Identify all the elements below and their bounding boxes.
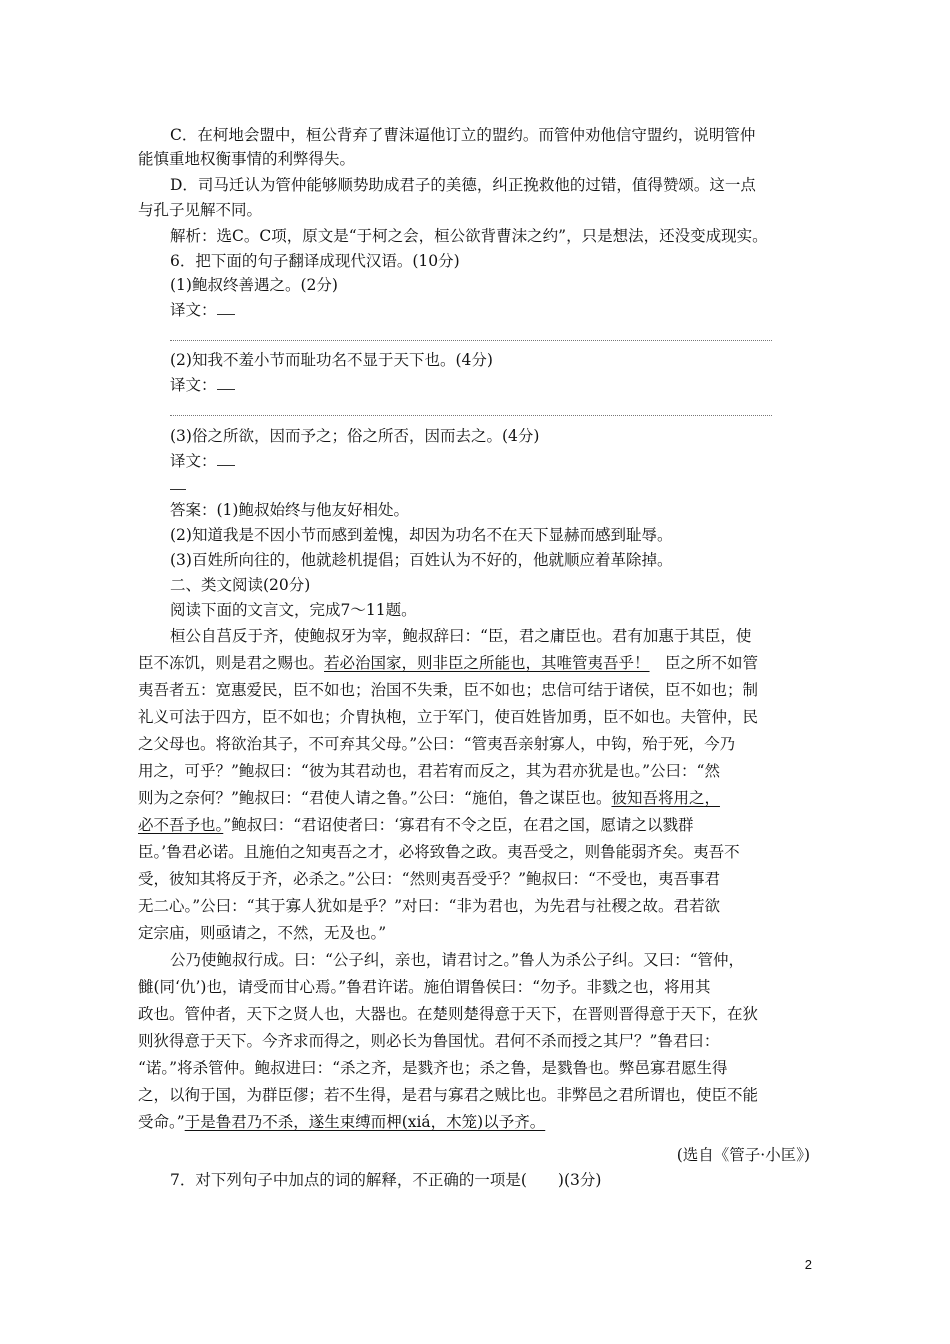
text-segment: 臣不冻饥，则是君之赐也。 <box>138 654 325 672</box>
passage-p2-line3: 政也。管仲者，天下之贤人也，大器也。在楚则楚得意于天下，在晋则晋得意于天下，在狄 <box>138 1005 759 1023</box>
passage-p2-line1: 公乃使鲍叔行成。曰：“公子纠，亲也，请君讨之。”鲁人为杀公子纠。又曰：“管仲， <box>170 951 745 969</box>
q6-sub1: (1)鲍叔终善遇之。(2分) <box>170 276 338 294</box>
option-d-line2: 与孔子见解不同。 <box>138 201 263 219</box>
passage-p1-line3: 夷吾者五：宽惠爱民，臣不如也；治国不失秉，臣不如也；忠信可结于诸侯，臣不如也；制 <box>138 681 759 699</box>
passage-p2-line6: 之，以徇于国，为群臣僇；若不生得，是君与寡君之贼比也。非弊邑之君所谓也，使臣不能 <box>138 1086 759 1104</box>
underlined-sentence: 必不吾予也。 <box>138 816 224 834</box>
text-segment: 则为之奈何？”鲍叔曰：“君使人请之鲁。”公曰：“施伯，鲁之谋臣也。 <box>138 789 612 807</box>
question-7: 7．对下列句子中加点的词的解释，不正确的一项是( )(3分) <box>170 1171 602 1189</box>
q6-sub2-translation-label <box>170 374 235 396</box>
text-segment: 臣之所不如管 <box>649 654 759 672</box>
q6-sub3-translation-label <box>170 450 235 472</box>
q6-sub2: (2)知我不羞小节而耻功名不显于天下也。(4分) <box>170 351 493 369</box>
option-d-line1: D．司马迁认为管仲能够顺势助成君子的美德，纠正挽救他的过错，值得赞颂。这一点 <box>170 176 756 194</box>
passage-p2-line5: “诺。”将杀管仲。鲍叔进曰：“杀之齐，是戮齐也；杀之鲁，是戮鲁也。弊邑寡君愿生得 <box>138 1059 728 1077</box>
passage-p1-line7 <box>138 787 720 809</box>
translation-label: 译文： <box>170 376 217 394</box>
passage-p1-line9: 臣。’鲁君必诺。且施伯之知夷吾之才，必将致鲁之政。夷吾受之，则鲁能弱齐矣。夷吾不 <box>138 843 740 861</box>
passage-source: (选自《管子·小匡》) <box>676 1146 810 1164</box>
passage-p1-line6: 用之，可乎？”鲍叔曰：“彼为其君动也，君若宥而反之，其为君亦犹是也。”公曰：“然 <box>138 762 720 780</box>
analysis-line: 解析：选C。C项，原文是“于柯之会，桓公欲背曹沫之约”，只是想法，还没变成现实。 <box>170 227 768 245</box>
answer-line-2 <box>170 415 772 416</box>
answer-line-1 <box>170 340 772 341</box>
answer-blank-extra[interactable] <box>170 474 186 496</box>
answer-blank[interactable] <box>217 377 235 390</box>
passage-p1-line5: 之父母也。将欲治其子，不可弃其父母。”公曰：“管夷吾亲射寡人，中钩，殆于死，今乃 <box>138 735 736 753</box>
underlined-sentence: 彼知吾将用之， <box>611 789 720 807</box>
passage-p1-line11: 无二心。”公曰：“其于寡人犹如是乎？”对曰：“非为君也，为先君与社稷之故。君若欲 <box>138 897 720 915</box>
answer-1: 答案：(1)鲍叔始终与他友好相处。 <box>170 501 409 519</box>
translation-label: 译文： <box>170 452 217 470</box>
answer-blank[interactable] <box>217 302 235 315</box>
q6-sub3: (3)俗之所欲，因而予之；俗之所否，因而去之。(4分) <box>170 427 540 445</box>
passage-p2-line2: 雠(同‘仇’)也，请受而甘心焉。”鲁君许诺。施伯谓鲁侯曰：“勿予。非戮之也，将用其 <box>138 978 711 996</box>
passage-p1-line12: 定宗庙，则亟请之，不然，无及也。” <box>138 924 387 942</box>
text-segment: ”鲍叔曰：“君诏使者曰：‘寡君有不令之臣，在君之国，愿请之以戮群 <box>223 816 694 834</box>
passage-p1-line1: 桓公自莒反于齐，使鲍叔牙为宰，鲍叔辞曰：“臣，君之庸臣也。君有加惠于其臣，使 <box>170 627 752 645</box>
section-2-heading: 二、类文阅读(20分) <box>170 576 311 594</box>
passage-p1-line4: 礼义可法于四方，臣不如也；介胄执枹，立于军门，使百姓皆加勇，臣不如也。夫管仲，民 <box>138 708 759 726</box>
passage-p1-line10: 受，彼知其将反于齐，必杀之。”公曰：“然则夷吾受乎？”鲍叔曰：“不受也，夷吾事君 <box>138 870 720 888</box>
passage-p2-line7 <box>138 1111 545 1133</box>
q6-sub1-translation-label <box>170 299 235 321</box>
answer-3: (3)百姓所向往的，他就趁机提倡；百姓认为不好的，他就顺应着革除掉。 <box>170 551 673 569</box>
underlined-sentence: 若必治国家，则非臣之所能也，其唯管夷吾乎！ <box>324 654 650 672</box>
option-c-line1: C．在柯地会盟中，桓公背弃了曹沫逼他订立的盟约。而管仲劝他信守盟约，说明管仲 <box>170 126 756 144</box>
reading-instruction: 阅读下面的文言文，完成7～11题。 <box>170 601 417 619</box>
text-segment: 受命。” <box>138 1113 185 1131</box>
underlined-sentence: 于是鲁君乃不杀，遂生束缚而柙(xiá，木笼)以予齐。 <box>184 1113 546 1131</box>
page-number: 2 <box>804 1257 812 1272</box>
answer-2: (2)知道我是不因小节而感到羞愧，却因为功名不在天下显赫而感到耻辱。 <box>170 526 673 544</box>
passage-p2-line4: 则狄得意于天下。今齐求而得之，则必长为鲁国忧。君何不杀而授之其尸？”鲁君曰： <box>138 1032 720 1050</box>
passage-p1-line8 <box>138 814 694 836</box>
option-c-line2: 能慎重地权衡事情的利弊得失。 <box>138 150 356 168</box>
question-6-heading: 6．把下面的句子翻译成现代汉语。(10分) <box>170 252 460 270</box>
translation-label: 译文： <box>170 301 217 319</box>
passage-p1-line2 <box>138 652 758 674</box>
answer-blank[interactable] <box>217 453 235 466</box>
